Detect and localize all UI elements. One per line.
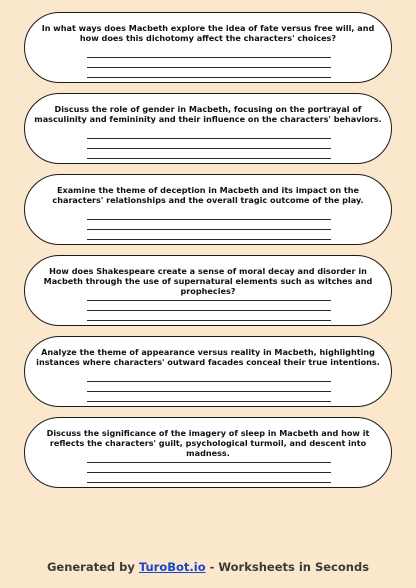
question-text: Examine the theme of deception in Macbeth and its impact on the characters' relationships and the overall tragic outcome of the play.	[52, 185, 364, 206]
answer-line	[87, 138, 331, 139]
answer-line	[87, 219, 331, 220]
footer-prefix: Generated by	[46, 560, 139, 574]
answer-lines	[87, 138, 331, 168]
answer-line	[87, 381, 331, 382]
answer-line	[87, 229, 331, 230]
question-text: In what ways does Macbeth explore the idea of fate versus free will, and how does this dichotomy affect the characters' choices?	[41, 23, 375, 44]
question-text: How does Shakespeare create a sense of moral decay and disorder in Macbeth through the use of supernatural elements such as witches and prophecies?	[43, 266, 373, 297]
footer	[0, 560, 416, 574]
answer-line	[87, 148, 331, 149]
question-card	[24, 93, 392, 164]
question-text: Analyze the theme of appearance versus reality in Macbeth, highlighting instances where characters' outward facades conceal their true intentions.	[36, 347, 380, 368]
answer-line	[87, 158, 331, 159]
answer-line	[87, 300, 331, 301]
question-text: Discuss the significance of the imagery of sleep in Macbeth and how it reflects the characters' guilt, psychological turmoil, and descent into madness.	[46, 428, 370, 459]
answer-line	[87, 310, 331, 311]
answer-line	[87, 391, 331, 392]
answer-lines	[87, 57, 331, 87]
answer-line	[87, 57, 331, 58]
answer-line	[87, 462, 331, 463]
answer-lines	[87, 219, 331, 249]
answer-lines	[87, 462, 331, 492]
answer-line	[87, 401, 331, 402]
question-card	[24, 255, 392, 326]
answer-line	[87, 239, 331, 240]
answer-line	[87, 67, 331, 68]
question-card	[24, 12, 392, 83]
question-card	[24, 174, 392, 245]
answer-line	[87, 472, 331, 473]
answer-line	[87, 482, 331, 483]
question-card	[24, 417, 392, 488]
question-text: Discuss the role of gender in Macbeth, focusing on the portrayal of masculinity and femininity and their influence on the characters' behaviors.	[34, 104, 382, 125]
question-card	[24, 336, 392, 407]
footer-suffix: - Worksheets in Seconds	[205, 560, 370, 574]
answer-line	[87, 320, 331, 321]
turobot-link[interactable]: TuroBot.io	[138, 560, 206, 574]
answer-line	[87, 77, 331, 78]
question-list	[24, 12, 392, 498]
answer-lines	[87, 300, 331, 330]
answer-lines	[87, 381, 331, 411]
